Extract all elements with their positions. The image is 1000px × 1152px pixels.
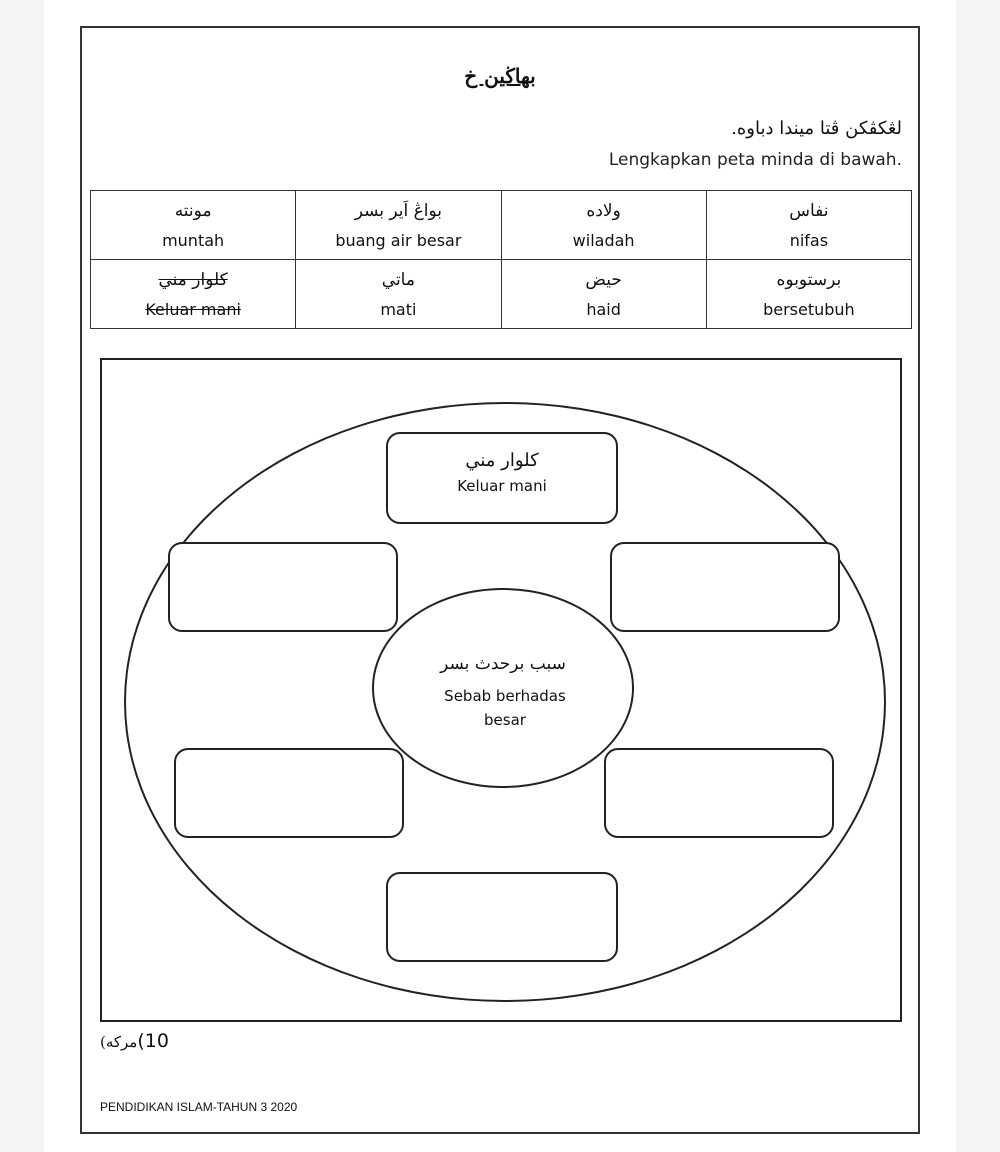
- word-bank-cell-used: [91, 260, 296, 329]
- mind-map-node-top: [386, 432, 618, 524]
- word-bank-cell: [706, 260, 911, 329]
- marks-label: [100, 1030, 169, 1052]
- word-bank-cell: [706, 191, 911, 260]
- word-jawi: برستوبوه: [776, 270, 842, 290]
- word-jawi: مونته: [174, 201, 212, 221]
- mind-map-center: [372, 588, 634, 788]
- word-rumi: mati: [380, 300, 417, 319]
- word-rumi: bersetubuh: [763, 300, 855, 319]
- node-rumi: Keluar mani: [457, 477, 547, 495]
- answer-box-lower-left[interactable]: [174, 748, 404, 838]
- node-jawi: کلوار مني: [465, 450, 539, 471]
- answer-box-upper-right[interactable]: [610, 542, 840, 632]
- word-bank-cell: [91, 191, 296, 260]
- word-jawi: ولاده: [586, 201, 621, 221]
- answer-box-upper-left[interactable]: [168, 542, 398, 632]
- word-rumi: wiladah: [572, 231, 635, 250]
- word-bank-cell: [296, 191, 501, 260]
- center-jawi: سبب برحدث بسر: [440, 654, 566, 674]
- section-title: بهاڬين خ: [464, 64, 536, 88]
- word-jawi: حيض: [585, 270, 622, 290]
- page-footer: PENDIDIKAN ISLAM-TAHUN 3 2020: [100, 1100, 298, 1114]
- marks-jawi: مركه): [100, 1033, 138, 1051]
- word-jawi: نفاس: [789, 201, 829, 221]
- mind-map-box: [100, 358, 902, 1022]
- answer-box-lower-right[interactable]: [604, 748, 834, 838]
- word-jawi: ماتي: [381, 270, 415, 290]
- word-bank-cell: [296, 260, 501, 329]
- marks-number: (10: [137, 1030, 169, 1052]
- word-bank-row: [91, 191, 912, 260]
- answer-box-bottom[interactable]: [386, 872, 618, 962]
- word-rumi: buang air besar: [335, 231, 462, 250]
- word-rumi: haid: [586, 300, 621, 319]
- instruction-rumi: Lengkapkan peta minda di bawah.: [608, 150, 902, 170]
- word-rumi: nifas: [789, 231, 829, 250]
- word-bank-cell: [501, 260, 706, 329]
- center-rumi: Sebab berhadas besar: [444, 687, 566, 729]
- worksheet-frame: [80, 26, 920, 1134]
- word-bank-cell: [501, 191, 706, 260]
- word-rumi-struck: Keluar mani: [145, 300, 241, 319]
- word-rumi: muntah: [162, 231, 225, 250]
- word-bank-table: [90, 190, 912, 329]
- word-jawi-struck: کلوار مني: [158, 270, 228, 290]
- word-jawi: بواڠ اَير بسر: [354, 201, 443, 221]
- word-bank-row: [91, 260, 912, 329]
- instruction-jawi: لڠکڤکن ڤتا ميندا دباوه.: [731, 118, 902, 139]
